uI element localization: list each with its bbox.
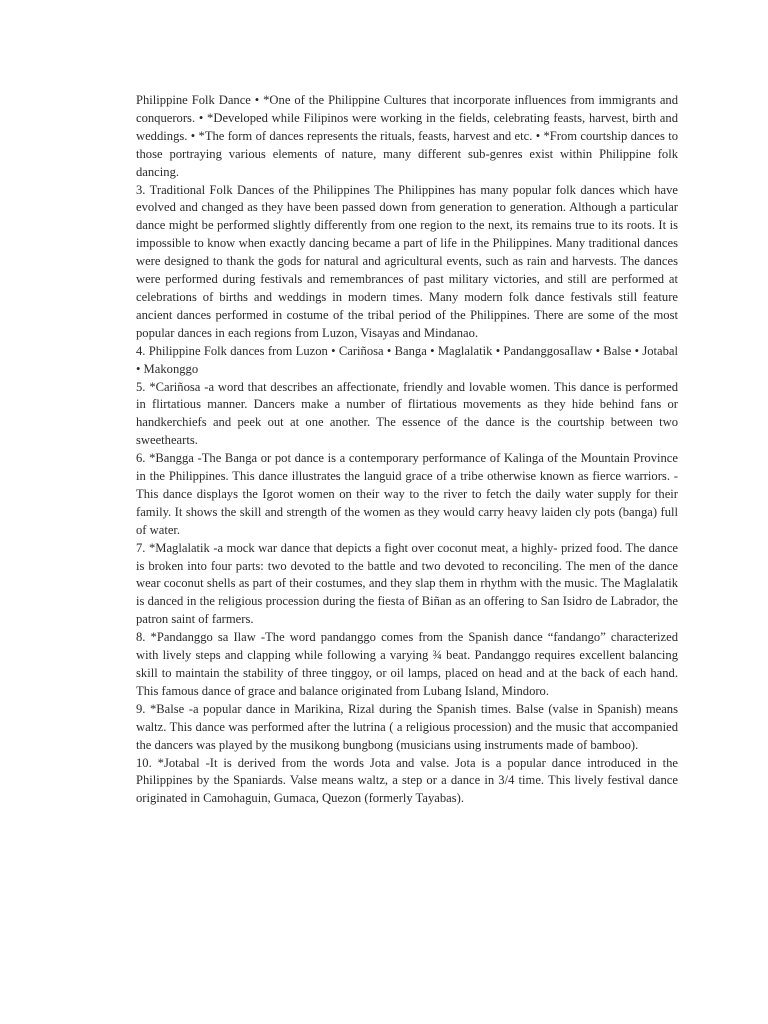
document-page (136, 92, 678, 808)
maglalatik-paragraph: 7. *Maglalatik -a mock war dance that depicts a fight over coconut meat, a highly- prized food. The dance is broken into four parts: two devoted to the battle and two devoted to reconciling. The men of the dance wear coconut shells as part of their costumes, and they slap them in rhythm with the music. The Maglalatik is danced in the religious procession during the fiesta of Biñan as an offering to San Isidro de Labrador, the patron saint of farmers. (136, 540, 678, 627)
jotabal-paragraph: 10. *Jotabal -It is derived from the words Jota and valse. Jota is a popular dance introduced in the Philippines by the Spaniards. Valse means waltz, a step or a dance in 3/4 time. This lively festival dance originated in Camohaguin, Gumaca, Quezon (formerly Tayabas). (136, 755, 678, 806)
pandanggo-sa-ilaw-paragraph: 8. *Pandanggo sa Ilaw -The word pandanggo comes from the Spanish dance “fandango” characterized with lively steps and clapping while following a varying ¾ beat. Pandanggo requires excellent balancing skill to maintain the stability of three tinggoy, or oil lamps, placed on head and at the back of each hand. This famous dance of grace and balance originated from Lubang Island, Mindoro. (136, 630, 678, 698)
carinosa-paragraph: 5. *Cariñosa -a word that describes an affectionate, friendly and lovable women. This dance is performed in flirtatious manner. Dancers make a number of flirtatious movements as they hide behind fans or handkerchiefs and peek out at one another. The essence of the dance is the courtship between two sweethearts. (136, 379, 678, 448)
intro-paragraph: Philippine Folk Dance • *One of the Philippine Cultures that incorporate influences from immigrants and conquerors. • *Developed while Filipinos were working in the fields, celebrating feasts, harvest, birth and weddings. • *The form of dances represents the rituals, feasts, harvest and etc. • *From courtship dances to those portraying various elements of nature, many different sub-genres exist within Philippine folk dancing. (136, 93, 678, 179)
traditional-dances-paragraph: 3. Traditional Folk Dances of the Philippines The Philippines has many popular folk dances which have evolved and changed as they have been passed down from generation to generation. Although a particular dance might be performed slightly differently from one region to the next, its remains true to its roots. It is impossible to know when exactly dancing became a part of life in the Philippines. Many traditional dances were designed to thank the gods for natural and agricultural events, such as rain and harvests. The dances were performed during festivals and remembrances of past military victories, and still are performed at celebrations of births and weddings in modern times. Many modern folk dance festivals still feature ancient dances performed in costume of the tribal period of the Philippines. There are some of the most popular dances in each regions from Luzon, Visayas and Mindanao. (136, 182, 678, 340)
balse-paragraph: 9. *Balse -a popular dance in Marikina, Rizal during the Spanish times. Balse (valse in Spanish) means waltz. This dance was performed after the lutrina ( a religious procession) and the music that accompanied the dancers was played by the musikong bungbong (musicians using instruments made of bamboo). (136, 701, 678, 752)
bangga-paragraph: 6. *Bangga -The Banga or pot dance is a contemporary performance of Kalinga of the Mountain Province in the Philippines. This dance illustrates the languid grace of a tribe otherwise known as fierce warriors. -This dance displays the Igorot women on their way to the river to fetch the daily water supply for their family. It shows the skill and strength of the women as they would carry heavy laiden cly pots (banga) full of water. (136, 451, 678, 537)
luzon-dances-list-paragraph: 4. Philippine Folk dances from Luzon • Cariñosa • Banga • Maglalatik • PandanggosaIlaw • Balse • Jotabal • Makonggo (136, 343, 678, 376)
